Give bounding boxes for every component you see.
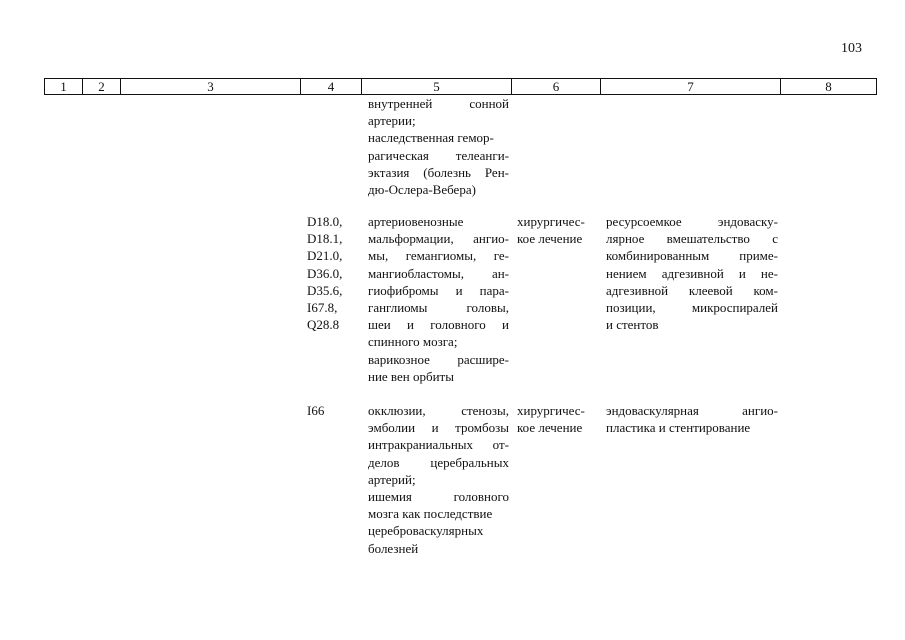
word: ком- <box>753 282 778 298</box>
word: ишемия <box>368 489 412 505</box>
text-line: Q28.8 <box>307 317 340 333</box>
text-line: I66 <box>307 403 325 418</box>
text-line <box>368 112 509 129</box>
word: расшире- <box>457 351 509 367</box>
continued-diagnosis <box>368 95 509 198</box>
text-line <box>368 230 509 247</box>
word: вмешательство <box>666 231 750 247</box>
word: головного <box>453 489 509 505</box>
text-line <box>368 540 509 557</box>
word: ангио- <box>473 231 509 247</box>
column-number: 2 <box>83 79 121 95</box>
word: интракраниальных <box>368 437 474 453</box>
word: цереброваскулярных <box>368 523 484 539</box>
word: лярное <box>606 231 645 247</box>
word: ганглиомы <box>368 300 428 316</box>
word: клеевой <box>688 282 733 298</box>
text-line <box>368 505 509 522</box>
word: и <box>407 317 414 333</box>
text-line <box>368 402 509 419</box>
word: спинного мозга; <box>368 334 458 350</box>
word: стенозы, <box>461 403 509 418</box>
text-line: D18.0, <box>307 214 343 229</box>
word: внутренней <box>368 96 433 111</box>
word: (болезнь <box>423 164 471 180</box>
text-line <box>368 147 509 164</box>
word: не- <box>760 265 778 281</box>
text-line <box>606 419 778 436</box>
text-line <box>368 522 509 539</box>
word: приме- <box>739 248 778 264</box>
word: ангио- <box>742 403 778 418</box>
text-line <box>606 230 778 247</box>
text-line: кое лечение <box>517 420 583 436</box>
word: эктазия <box>368 164 410 180</box>
word: варикозное <box>368 351 430 367</box>
word: нением <box>606 265 647 281</box>
text-line <box>368 265 509 282</box>
word: церебральных <box>430 454 509 470</box>
word: гемангиомы, <box>405 248 477 264</box>
word: шеи <box>368 317 391 333</box>
text-line: D18.1, <box>307 231 343 247</box>
word: тромбозы <box>455 420 509 436</box>
text-line: D35.6, <box>307 282 343 298</box>
text-line <box>368 436 509 453</box>
word: болезней <box>368 540 419 556</box>
row-1-diagnosis <box>368 213 509 385</box>
word: ресурсоемкое <box>606 214 682 229</box>
text-line <box>368 316 509 333</box>
text-line <box>606 213 778 230</box>
row-1-treatment-method <box>606 213 778 333</box>
word: артерий; <box>368 471 416 487</box>
row-2-treatment-method <box>606 402 778 436</box>
column-number: 1 <box>45 79 83 95</box>
row-1-treatment-type <box>517 213 595 247</box>
word: головного <box>430 317 486 333</box>
word: рагическая <box>368 147 429 163</box>
text-line: D36.0, <box>307 265 343 281</box>
column-number: 3 <box>121 79 301 95</box>
word: телеанги- <box>455 147 509 163</box>
word: пара- <box>479 282 509 298</box>
word: позиции, <box>606 300 656 316</box>
column-number: 8 <box>781 79 877 95</box>
word: ан- <box>491 265 509 281</box>
text-line <box>368 454 509 471</box>
text-line <box>368 333 509 350</box>
text-line <box>368 129 509 146</box>
word: и <box>738 265 746 281</box>
word: делов <box>368 454 400 470</box>
text-line <box>368 299 509 316</box>
text-line <box>368 488 509 505</box>
text-line <box>606 299 778 316</box>
word: с <box>772 231 778 247</box>
word: эмболии <box>368 420 416 436</box>
word: и стентов <box>606 317 659 333</box>
text-line <box>368 247 509 264</box>
row-1-icd-codes <box>307 213 357 333</box>
text-line: хирургичес- <box>517 214 585 229</box>
word: сонной <box>469 96 509 111</box>
row-2-diagnosis <box>368 402 509 557</box>
word: наследственная гемор- <box>368 130 494 146</box>
text-line <box>606 247 778 264</box>
word: адгезивной <box>606 282 669 298</box>
word: и <box>502 317 509 333</box>
word: адгезивной <box>661 265 724 281</box>
word: мангиобластомы, <box>368 265 464 281</box>
word: пластика и стентирование <box>606 420 751 436</box>
text-line <box>368 282 509 299</box>
word: Рен- <box>484 164 509 180</box>
text-line <box>368 419 509 436</box>
word: от- <box>492 437 509 453</box>
text-line <box>606 316 778 333</box>
text-line <box>368 164 509 181</box>
text-line: I67.8, <box>307 300 338 316</box>
row-2-treatment-type <box>517 402 595 436</box>
text-line <box>368 95 509 112</box>
row-2-icd-codes <box>307 402 357 419</box>
column-number: 7 <box>601 79 781 95</box>
word: артериовенозные <box>368 214 464 229</box>
word: ге- <box>493 248 509 264</box>
column-number: 4 <box>301 79 362 95</box>
text-line <box>606 402 778 419</box>
text-line <box>368 213 509 230</box>
word: ние вен орбиты <box>368 368 454 384</box>
word: и <box>431 420 439 436</box>
text-line <box>368 368 509 385</box>
word: комбинированным <box>606 248 710 264</box>
word: дю-Ослера-Вебера) <box>368 182 476 198</box>
word: эндоваскулярная <box>606 403 699 418</box>
text-line: D21.0, <box>307 248 343 264</box>
word: головы, <box>466 300 509 316</box>
text-line <box>368 351 509 368</box>
word: эндоваску- <box>717 214 778 229</box>
text-line <box>606 265 778 282</box>
word: мозга как последствие <box>368 506 493 522</box>
word: и <box>455 282 463 298</box>
word: мальформации, <box>368 231 454 247</box>
word: окклюзии, <box>368 403 426 418</box>
word: артерии; <box>368 113 416 129</box>
word: гиофибромы <box>368 282 439 298</box>
text-line <box>368 471 509 488</box>
text-line: кое лечение <box>517 231 583 247</box>
page-number: 103 <box>841 41 862 56</box>
word: мы, <box>368 248 389 264</box>
column-number: 5 <box>362 79 512 95</box>
text-line <box>606 282 778 299</box>
text-line <box>368 181 509 198</box>
word: микроспиралей <box>691 300 778 316</box>
text-line: хирургичес- <box>517 403 585 418</box>
column-number: 6 <box>512 79 601 95</box>
column-number-header <box>44 78 877 95</box>
